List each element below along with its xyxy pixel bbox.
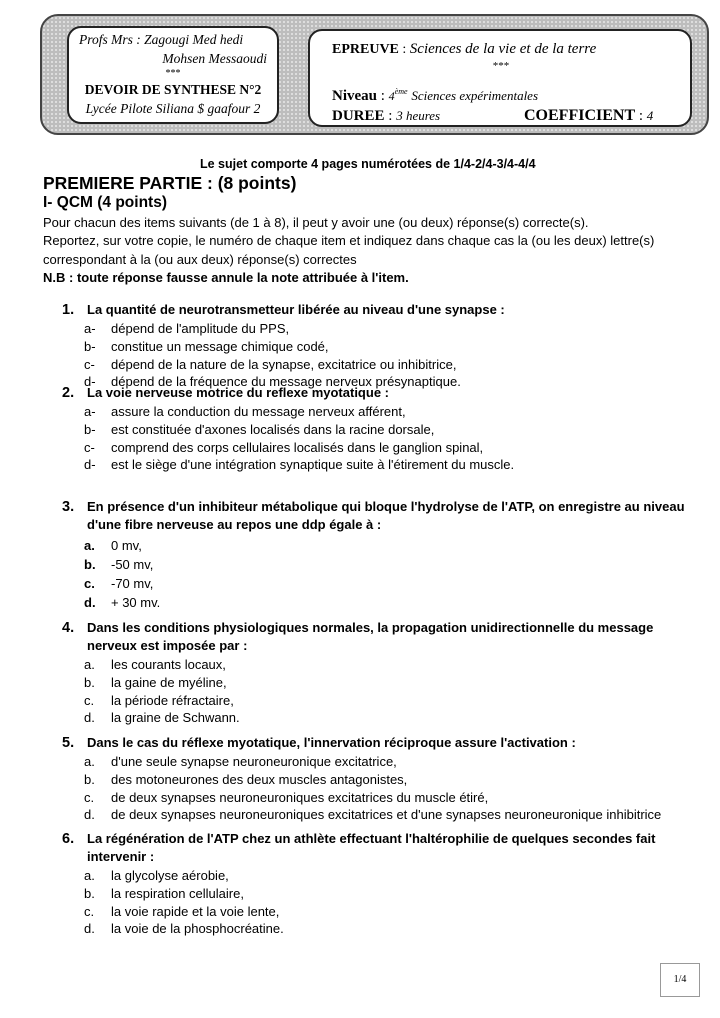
duree-line: DUREE : 3 heures COEFFICIENT : 4 xyxy=(332,107,654,124)
question-stem: Dans les conditions physiologiques normales, la propagation unidirectionnelle du message nerveux est imposée par : xyxy=(87,620,654,653)
question-4 xyxy=(62,619,702,727)
option-c xyxy=(84,692,702,710)
option-text: + 30 mv. xyxy=(111,595,161,610)
page-count-note: Le sujet comporte 4 pages numérotées de 1/4-2/4-3/4-4/4 xyxy=(200,157,536,171)
options-list xyxy=(84,867,702,938)
question-text xyxy=(62,498,702,534)
question-number: 5. xyxy=(62,735,75,751)
option-text: de deux synapses neuroneuroniques excitatrices et d'une synapses neuroneuronique inhibitrice xyxy=(111,807,662,823)
teacher-box xyxy=(67,26,279,124)
option-letter: d. xyxy=(84,807,95,823)
option-text: la période réfractaire, xyxy=(111,692,234,708)
instruction-1: Pour chacun des items suivants (de 1 à 8), il peut y avoir une (ou deux) réponse(s) correcte(s). xyxy=(43,215,589,230)
separator: *** xyxy=(165,68,181,79)
option-a xyxy=(84,753,702,771)
question-6 xyxy=(62,830,702,938)
option-b xyxy=(84,885,702,903)
niveau-line: Niveau : 4ème Sciences expérimentales xyxy=(332,87,539,104)
option-letter: c. xyxy=(84,903,95,919)
option-letter: b. xyxy=(84,885,95,901)
option-text: des motoneurones des deux muscles antagonistes, xyxy=(111,771,408,787)
option-c xyxy=(84,789,702,807)
question-text xyxy=(62,734,702,752)
option-text: -70 mv, xyxy=(111,576,154,591)
question-3 xyxy=(62,498,702,612)
option-d xyxy=(84,806,702,824)
separator-2: *** xyxy=(492,60,510,72)
duree-label: DUREE xyxy=(332,108,385,124)
option-text: dépend de la nature de la synapse, excitatrice ou inhibitrice, xyxy=(111,356,457,372)
options-list xyxy=(84,753,702,824)
profs-line-2: Mohsen Messaoudi xyxy=(162,51,267,66)
duree-value: 3 heures xyxy=(396,108,441,123)
option-text: dépend de la fréquence du message nerveux présynaptique. xyxy=(111,374,461,390)
coef-value: 4 xyxy=(646,108,654,123)
question-text xyxy=(62,301,702,319)
niveau-label: Niveau xyxy=(332,88,377,104)
niveau-sup: ème xyxy=(394,87,408,96)
option-a xyxy=(84,536,702,555)
option-text: constitue un message chimique codé, xyxy=(111,338,329,354)
devoir-title: DEVOIR DE SYNTHESE N°2 xyxy=(84,82,262,97)
option-d xyxy=(84,593,702,612)
option-c xyxy=(84,903,702,921)
epreuve-value: Sciences de la vie et de la terre xyxy=(409,41,597,57)
option-text: dépend de l'amplitude du PPS, xyxy=(111,321,290,336)
option-text: les courants locaux, xyxy=(111,657,226,672)
option-letter: b. xyxy=(84,557,96,572)
question-stem: Dans le cas du réflexe myotatique, l'innervation réciproque assure l'activation : xyxy=(87,735,576,750)
option-letter: a. xyxy=(84,657,95,672)
option-text: la voie de la phosphocréatine. xyxy=(111,921,284,937)
option-b xyxy=(84,771,702,789)
question-number: 1. xyxy=(62,302,75,318)
question-stem: En présence d'un inhibiteur métabolique qui bloque l'hydrolyse de l'ATP, on enregistre au niveau d'une fibre nerveuse au repos une ddp égale à : xyxy=(87,499,685,532)
page-number: 1/4 xyxy=(660,963,700,997)
question-text xyxy=(62,384,702,402)
niveau-value: Sciences expérimentales xyxy=(411,88,539,103)
options-list xyxy=(84,320,702,391)
option-letter: a- xyxy=(84,321,96,336)
option-c xyxy=(84,439,702,457)
option-letter: b- xyxy=(84,338,96,354)
niveau-num: 4 xyxy=(388,89,395,103)
part-title: PREMIERE PARTIE : (8 points) xyxy=(43,173,297,193)
question-2 xyxy=(62,384,702,474)
option-text: de deux synapses neuroneuroniques excitatrices du muscle étiré, xyxy=(111,789,489,805)
question-text xyxy=(62,830,702,866)
question-number: 3. xyxy=(62,499,75,515)
option-a xyxy=(84,320,702,338)
option-b xyxy=(84,674,702,692)
profs-line: Profs Mrs : Zagougi Med hedi xyxy=(79,32,244,47)
option-a xyxy=(84,656,702,674)
option-letter: a. xyxy=(84,538,95,553)
option-letter: b- xyxy=(84,421,96,437)
option-letter: a. xyxy=(84,868,95,883)
option-letter: d. xyxy=(84,921,95,937)
option-text: la glycolyse aérobie, xyxy=(111,868,229,883)
option-b xyxy=(84,338,702,356)
option-text: est constituée d'axones localisés dans la racine dorsale, xyxy=(111,421,435,437)
option-letter: d. xyxy=(84,595,96,610)
options-list xyxy=(84,536,702,612)
section-title: I- QCM (4 points) xyxy=(43,194,167,211)
option-d xyxy=(84,456,702,474)
option-letter: d- xyxy=(84,457,96,473)
options-list xyxy=(84,403,702,474)
exam-info-box xyxy=(308,29,692,127)
option-letter: c. xyxy=(84,789,95,805)
instructions xyxy=(43,214,713,288)
option-letter: a- xyxy=(84,404,96,419)
question-number: 4. xyxy=(62,620,75,636)
note: N.B : toute réponse fausse annule la note attribuée à l'item. xyxy=(43,270,409,286)
option-b xyxy=(84,421,702,439)
option-letter: b. xyxy=(84,674,95,690)
option-letter: c- xyxy=(84,439,95,455)
option-letter: d- xyxy=(84,374,96,390)
question-number: 2. xyxy=(62,385,75,401)
option-text: d'une seule synapse neuroneuronique excitatrice, xyxy=(111,754,397,769)
question-stem: La quantité de neurotransmetteur libérée au niveau d'une synapse : xyxy=(87,302,505,317)
option-letter: d. xyxy=(84,710,95,726)
question-stem: La voie nerveuse motrice du reflexe myotatique : xyxy=(87,385,389,400)
epreuve-label: EPREUVE xyxy=(332,42,399,57)
option-text: la gaine de myéline, xyxy=(111,674,227,690)
option-text: la respiration cellulaire, xyxy=(111,885,244,901)
options-list xyxy=(84,656,702,727)
question-text xyxy=(62,619,702,655)
option-d xyxy=(84,920,702,938)
epreuve-line: EPREUVE : Sciences de la vie et de la terre xyxy=(332,41,597,57)
option-c xyxy=(84,356,702,374)
question-5 xyxy=(62,734,702,824)
option-c xyxy=(84,574,702,593)
option-text: comprend des corps cellulaires localisés dans le ganglion spinal, xyxy=(111,439,484,455)
instruction-2: Reportez, sur votre copie, le numéro de chaque item et indiquez dans chaque cas la (ou les deux) lettre(s) correspondant à la (ou aux deux) réponse(s) correctes xyxy=(43,233,655,267)
option-d xyxy=(84,709,702,727)
option-text: la voie rapide et la voie lente, xyxy=(111,903,280,919)
option-letter: c. xyxy=(84,576,95,591)
question-stem: La régénération de l'ATP chez un athlète effectuant l'haltérophilie de quelques secondes fait intervenir : xyxy=(87,831,656,864)
option-text: assure la conduction du message nerveux afférent, xyxy=(111,404,406,419)
coef-label: COEFFICIENT xyxy=(524,107,636,124)
option-text: -50 mv, xyxy=(111,557,154,572)
option-text: la graine de Schwann. xyxy=(111,710,240,726)
school-name: Lycée Pilote Siliana $ gaafour 2 xyxy=(85,101,261,116)
option-letter: b. xyxy=(84,771,95,787)
option-letter: c. xyxy=(84,692,95,708)
option-letter: c- xyxy=(84,356,95,372)
header-frame xyxy=(40,14,709,135)
option-letter: a. xyxy=(84,754,95,769)
option-b xyxy=(84,555,702,574)
option-text: est le siège d'une intégration synaptique suite à l'étirement du muscle. xyxy=(111,457,515,473)
question-number: 6. xyxy=(62,831,75,847)
option-a xyxy=(84,403,702,421)
question-1 xyxy=(62,301,702,391)
option-a xyxy=(84,867,702,885)
option-text: 0 mv, xyxy=(111,538,142,553)
